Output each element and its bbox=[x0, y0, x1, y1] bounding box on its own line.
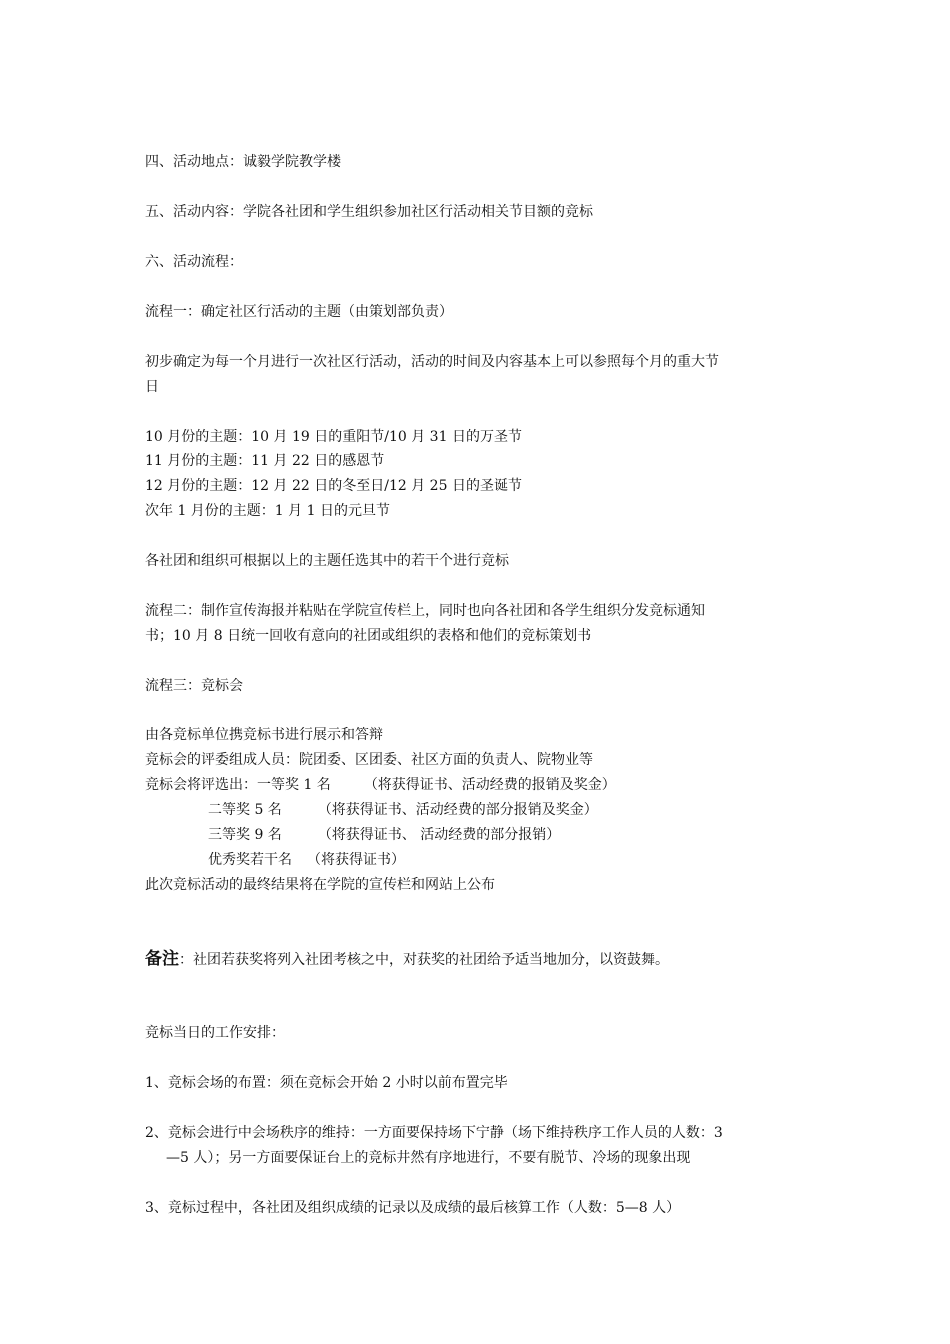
section-5-content: 五、活动内容：学院各社团和学生组织参加社区行活动相关节目额的竞标 bbox=[145, 204, 593, 220]
section-6-process: 六、活动流程： bbox=[145, 254, 243, 270]
award-merit-detail: （将获得证书） bbox=[307, 852, 405, 868]
award-first-detail: （将获得证书、活动经费的报销及奖金） bbox=[363, 777, 616, 793]
theme-november: 11 月份的主题：11 月 22 日的感恩节 bbox=[145, 453, 385, 469]
award-second-name: 二等奖 5 名 bbox=[208, 802, 282, 818]
flow-3-judges: 竞标会的评委组成人员：院团委、区团委、社区方面的负责人、院物业等 bbox=[145, 752, 593, 768]
award-first bbox=[145, 776, 616, 794]
flow-3-title: 流程三：竞标会 bbox=[145, 678, 243, 694]
flow-2-line1: 流程二：制作宣传海报并粘贴在学院宣传栏上，同时也向各社团和各学生组织分发竞标通知 bbox=[145, 603, 705, 619]
award-merit bbox=[208, 851, 405, 869]
themes-note: 各社团和组织可根据以上的主题任选其中的若干个进行竞标 bbox=[145, 553, 509, 569]
flow-1-desc-line1: 初步确定为每一个月进行一次社区行活动，活动的时间及内容基本上可以参照每个月的重大节 bbox=[145, 354, 719, 370]
theme-december: 12 月份的主题：12 月 22 日的冬至日/12 月 25 日的圣诞节 bbox=[145, 478, 522, 494]
flow-3-result: 此次竞标活动的最终结果将在学院的宣传栏和网站上公布 bbox=[145, 877, 495, 893]
award-merit-name: 优秀奖若干名 bbox=[208, 852, 292, 868]
work-item-3: 3、竞标过程中，各社团及组织成绩的记录以及成绩的最后核算工作（人数：5—8 人） bbox=[145, 1200, 681, 1216]
work-item-2-line2: —5 人）；另一方面要保证台上的竞标井然有序地进行，不要有脱节、冷场的现象出现 bbox=[166, 1150, 691, 1166]
note-paragraph bbox=[145, 950, 669, 969]
section-4-location: 四、活动地点：诚毅学院教学楼 bbox=[145, 154, 341, 170]
flow-1-desc-line2: 日 bbox=[145, 379, 159, 395]
theme-october: 10 月份的主题：10 月 19 日的重阳节/10 月 31 日的万圣节 bbox=[145, 429, 522, 445]
work-title: 竞标当日的工作安排： bbox=[145, 1025, 285, 1041]
awards-intro: 竞标会将评选出： bbox=[145, 777, 257, 793]
work-item-1: 1、竞标会场的布置：须在竞标会开始 2 小时以前布置完毕 bbox=[145, 1075, 508, 1091]
flow-2-line2: 书；10 月 8 日统一回收有意向的社团或组织的表格和他们的竞标策划书 bbox=[145, 628, 592, 644]
award-second-detail: （将获得证书、活动经费的部分报销及奖金） bbox=[317, 802, 598, 818]
theme-january: 次年 1 月份的主题：1 月 1 日的元旦节 bbox=[145, 503, 390, 519]
flow-3-presentation: 由各竞标单位携竞标书进行展示和答辩 bbox=[145, 727, 383, 743]
note-text: ：社团若获奖将列入社团考核之中，对获奖的社团给予适当地加分，以资鼓舞。 bbox=[179, 952, 669, 968]
award-third bbox=[208, 826, 560, 844]
award-first-name: 一等奖 1 名 bbox=[257, 777, 331, 793]
work-item-2-line1: 2、竞标会进行中会场秩序的维持：一方面要保持场下宁静（场下维持秩序工作人员的人数：3 bbox=[145, 1125, 723, 1141]
award-third-detail: （将获得证书、 活动经费的部分报销） bbox=[317, 827, 561, 843]
flow-1-title: 流程一：确定社区行活动的主题（由策划部负责） bbox=[145, 304, 453, 320]
award-second bbox=[208, 801, 598, 819]
award-third-name: 三等奖 9 名 bbox=[208, 827, 282, 843]
note-label: 备注 bbox=[145, 949, 179, 969]
